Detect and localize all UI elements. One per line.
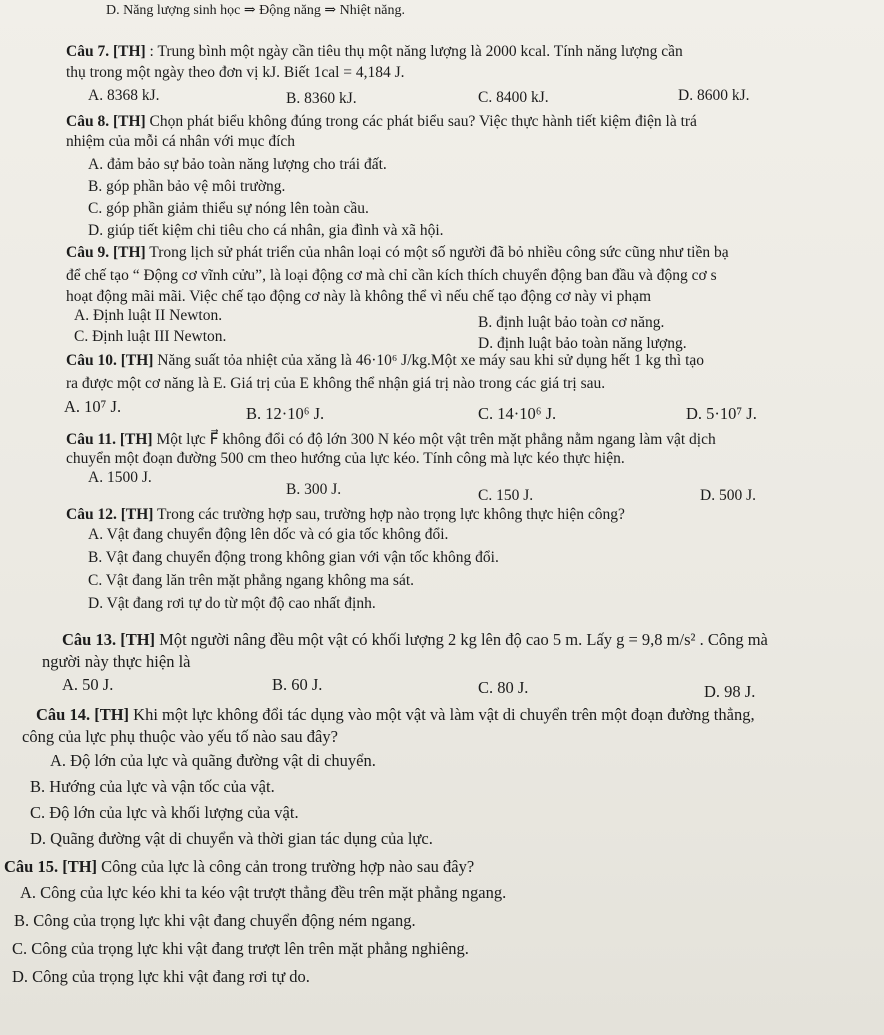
- question-10-text-cont: ra được một cơ năng là E. Giá trị của E không thể nhận giá trị nào trong các giá trị sau.: [66, 375, 606, 392]
- q12-option-d: D. Vật đang rơi tự do từ một độ cao nhất định.: [88, 595, 376, 612]
- q12-option-a: A. Vật đang chuyển động lên dốc và có gia tốc không đổi.: [88, 526, 449, 543]
- q13-option-c: C. 80 J.: [478, 678, 529, 697]
- q14-option-a: A. Độ lớn của lực và quãng đường vật di chuyển.: [50, 751, 376, 770]
- q10-option-c: C. 14·10⁶ J.: [478, 404, 557, 423]
- q8-option-c: C. góp phần giảm thiểu sự nóng lên toàn cầu.: [88, 200, 369, 217]
- q14-option-b: B. Hướng của lực và vận tốc của vật.: [30, 777, 275, 796]
- q9-option-c: C. Định luật III Newton.: [74, 328, 227, 345]
- top-option-line: D. Năng lượng sinh học ⇒ Động năng ⇒ Nhiệt năng.: [106, 3, 405, 18]
- q9-option-a: A. Định luật II Newton.: [74, 307, 223, 324]
- question-15-text: Câu 15. [TH] Công của lực là công cản trong trường hợp nào sau đây?: [4, 857, 475, 876]
- question-8-text-cont: nhiệm của mỗi cá nhân với mục đích: [66, 133, 296, 150]
- q11-option-b: B. 300 J.: [286, 481, 342, 498]
- q13-option-a: A. 50 J.: [62, 675, 114, 694]
- q13-option-d: D. 98 J.: [704, 682, 756, 701]
- q10-option-a: A. 10⁷ J.: [64, 397, 122, 416]
- question-13-text: Câu 13. [TH] Một người nâng đều một vật có khối lượng 2 kg lên độ cao 5 m. Lấy g = 9,8 m/s² . Công mà: [62, 630, 768, 649]
- q12-option-b: B. Vật đang chuyển động trong không gian với vận tốc không đổi.: [88, 549, 499, 566]
- question-14-text: Câu 14. [TH] Khi một lực không đổi tác dụng vào một vật và làm vật di chuyển trên một đoạn đường thẳng,: [36, 705, 755, 724]
- q9-option-b: B. định luật bảo toàn cơ năng.: [478, 314, 665, 331]
- q7-option-b: B. 8360 kJ.: [286, 90, 357, 107]
- question-9-text-cont2: hoạt động mãi mãi. Việc chế tạo động cơ này là không thể vì nếu chế tạo động cơ này vi phạm: [66, 288, 652, 305]
- question-14-text-cont: công của lực phụ thuộc vào yếu tố nào sau đây?: [22, 727, 338, 746]
- question-9-text: Câu 9. [TH] Trong lịch sử phát triển của nhân loại có một số người đã bỏ nhiều công sức cũng như tiền bạ: [66, 244, 729, 261]
- question-8-text: Câu 8. [TH] Chọn phát biểu không đúng trong các phát biểu sau? Việc thực hành tiết kiệm điện là trá: [66, 113, 697, 130]
- q7-option-c: C. 8400 kJ.: [478, 89, 549, 106]
- question-9-text-cont: để chế tạo “ Động cơ vĩnh cửu”, là loại động cơ mà chỉ cần kích thích chuyển động ban đầu và động cơ s: [66, 267, 717, 284]
- q11-option-d: D. 500 J.: [700, 487, 756, 504]
- question-7-text: Câu 7. [TH] : Trung bình một ngày cần tiêu thụ một năng lượng là 2000 kcal. Tính năng lượng cần: [66, 43, 683, 60]
- q14-option-d: D. Quãng đường vật di chuyển và thời gian tác dụng của lực.: [30, 829, 433, 848]
- q11-option-a: A. 1500 J.: [88, 469, 152, 486]
- question-11-text: Câu 11. [TH] Một lực F⃗ không đổi có độ lớn 300 N kéo một vật trên mặt phẳng nằm ngang làm vật dịch: [66, 431, 716, 448]
- q15-option-d: D. Công của trọng lực khi vật đang rơi tự do.: [12, 967, 310, 986]
- q14-option-c: C. Độ lớn của lực và khối lượng của vật.: [30, 803, 299, 822]
- q12-option-c: C. Vật đang lăn trên mặt phẳng ngang không ma sát.: [88, 572, 415, 589]
- q7-option-a: A. 8368 kJ.: [88, 87, 160, 104]
- question-13-text-cont: người này thực hiện là: [42, 652, 191, 671]
- q15-option-b: B. Công của trọng lực khi vật đang chuyển động ném ngang.: [14, 911, 416, 930]
- q8-option-b: B. góp phần bảo vệ môi trường.: [88, 178, 286, 195]
- question-11-text-cont: chuyển một đoạn đường 500 cm theo hướng của lực kéo. Tính công mà lực kéo thực hiện.: [66, 450, 625, 467]
- q9-option-d: D. định luật bảo toàn năng lượng.: [478, 335, 687, 352]
- question-12-text: Câu 12. [TH] Trong các trường hợp sau, trường hợp nào trọng lực không thực hiện công?: [66, 506, 625, 523]
- q15-option-c: C. Công của trọng lực khi vật đang trượt lên trên mặt phẳng nghiêng.: [12, 939, 469, 958]
- q10-option-d: D. 5·10⁷ J.: [686, 404, 757, 423]
- q11-option-c: C. 150 J.: [478, 487, 534, 504]
- q8-option-d: D. giúp tiết kiệm chi tiêu cho cá nhân, gia đình và xã hội.: [88, 222, 444, 239]
- q8-option-a: A. đảm bảo sự bảo toàn năng lượng cho trái đất.: [88, 156, 387, 173]
- q10-option-b: B. 12·10⁶ J.: [246, 404, 325, 423]
- question-10-text: Câu 10. [TH] Năng suất tỏa nhiệt của xăng là 46·10⁶ J/kg.Một xe máy sau khi sử dụng hết 1 kg thì tạo: [66, 352, 705, 369]
- q15-option-a: A. Công của lực kéo khi ta kéo vật trượt thẳng đều trên mặt phẳng ngang.: [20, 883, 507, 902]
- q13-option-b: B. 60 J.: [272, 675, 323, 694]
- q7-option-d: D. 8600 kJ.: [678, 87, 750, 104]
- question-7-text-cont: thụ trong một ngày theo đơn vị kJ. Biết 1cal = 4,184 J.: [66, 64, 405, 81]
